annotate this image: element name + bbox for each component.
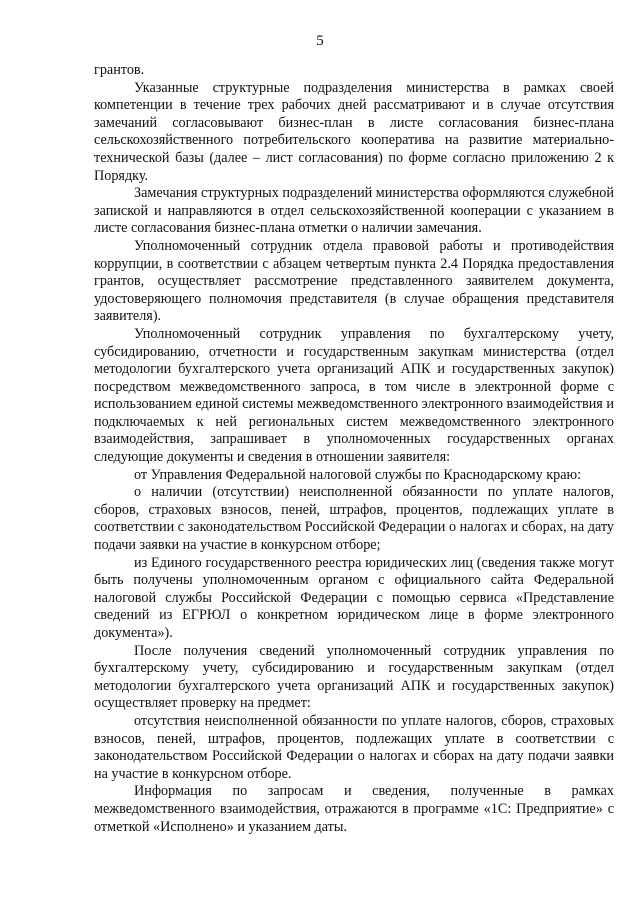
paragraph-verification: После получения сведений уполномоченный сотрудник управления по бухгалтерскому учету, субсидированию и государственным закупкам (отдел методологии бухгалтерского учета организаций АПК и государственных закупок) осуществляет проверку на предмет: [94, 642, 614, 712]
paragraph-1c-record: Информация по запросам и сведения, полученные в рамках межведомственного взаимодействия, отражаются в программе «1С: Предприятие» с отметкой «Исполнено» и указанием даты. [94, 783, 614, 835]
paragraph-review-by-departments: Указанные структурные подразделения министерства в рамках своей компетенции в течение трех рабочих дней рассматривают и в случае отсутствия замечаний согласовывают бизнес-план в листе согласования бизнес-плана сельскохозяйственного потребительского кооператива на развитие материально-технической базы (далее – лист согласования) по форме согласно приложению 2 к Порядку. [94, 79, 614, 184]
paragraph-remarks: Замечания структурных подразделений министерства оформляются служебной запиской и направляются в отдел сельскохозяйственной кооперации с указанием в листе согласования бизнес-плана отметки о наличии замечания. [94, 185, 614, 237]
paragraph-verification-subject: отсутствия неисполненной обязанности по уплате налогов, сборов, страховых взносов, пеней, штрафов, процентов, подлежащих уплате в соответствии с законодательством Российской Федерации о налогах и сборах на дату подачи заявки на участие в конкурсном отборе. [94, 712, 614, 782]
page-number: 5 [316, 33, 324, 49]
paragraph-continuation: грантов. [94, 62, 145, 78]
paragraph-tax-service: от Управления Федеральной налоговой службы по Краснодарскому краю: [134, 466, 582, 483]
paragraph-tax-obligations: о наличии (отсутствии) неисполненной обязанности по уплате налогов, сборов, страховых взносов, пеней, штрафов, процентов, подлежащих уплате в соответствии с законодательством Российской Федерации о налогах и сборах, на дату подачи заявки на участие в конкурсном отборе; [94, 484, 614, 554]
document-body [94, 62, 614, 836]
paragraph-legal-department: Уполномоченный сотрудник отдела правовой работы и противодействия коррупции, в соответствии с абзацем четвертым пункта 2.4 Порядка предоставления грантов, осуществляет рассмотрение представленного заявителем документа, удостоверяющего полномочия представителя (в случае обращения представителя заявителя). [94, 237, 614, 325]
paragraph-egrul: из Единого государственного реестра юридических лиц (сведения также могут быть получены уполномоченным органом с официального сайта Федеральной налоговой службы Российской Федерации с помощью сервиса «Представление сведений из ЕГРЮЛ о конкретном юридическом лице в форме электронного документа»). [94, 554, 614, 641]
paragraph-accounting-request: Уполномоченный сотрудник управления по бухгалтерскому учету, субсидированию, отчетности и государственным закупкам министерства (отдел методологии бухгалтерского учета организаций АПК и государственных закупок) посредством межведомственного запроса, в том числе в электронной форме с использованием единой системы межведомственного электронного взаимодействия и подключаемых к ней региональных систем межведомственного электронного взаимодействия, запрашивает в уполномоченных государственных органах следующие документы и сведения в отношении заявителя: [94, 325, 614, 466]
